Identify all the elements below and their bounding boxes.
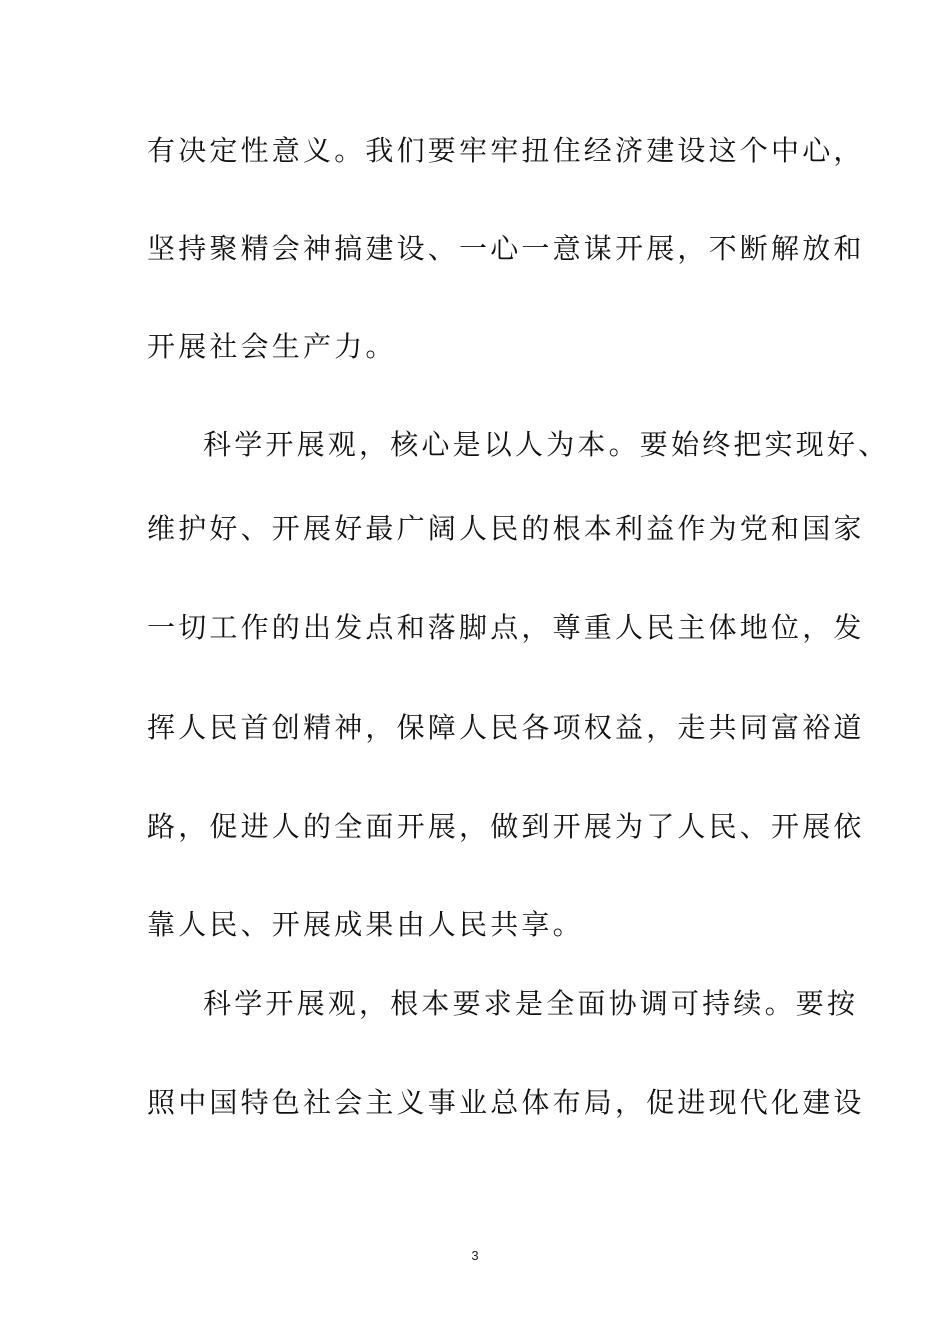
page-number: 3 <box>471 1248 479 1263</box>
text-line: 挥人民首创精神，保障人民各项权益，走共同富裕道 <box>147 711 865 744</box>
text-line: 坚持聚精会神搞建设、一心一意谋开展，不断解放和 <box>147 232 865 265</box>
text-line: 有决定性意义。我们要牢牢扭住经济建设这个中心， <box>147 134 865 167</box>
text-line: 维护好、开展好最广阔人民的根本利益作为党和国家 <box>147 512 865 545</box>
text-line: 开展社会生产力。 <box>147 330 397 363</box>
paragraph-first-line: 科学开展观，根本要求是全面协调可持续。要按 <box>203 987 859 1020</box>
text-line: 靠人民、开展成果由人民共享。 <box>147 908 584 941</box>
text-line: 一切工作的出发点和落脚点，尊重人民主体地位，发 <box>147 611 865 644</box>
paragraph-first-line: 科学开展观，核心是以人为本。要始终把实现好、 <box>203 428 890 461</box>
text-line: 路，促进人的全面开展，做到开展为了人民、开展依 <box>147 810 865 843</box>
text-line: 照中国特色社会主义事业总体布局，促进现代化建设 <box>147 1086 865 1119</box>
